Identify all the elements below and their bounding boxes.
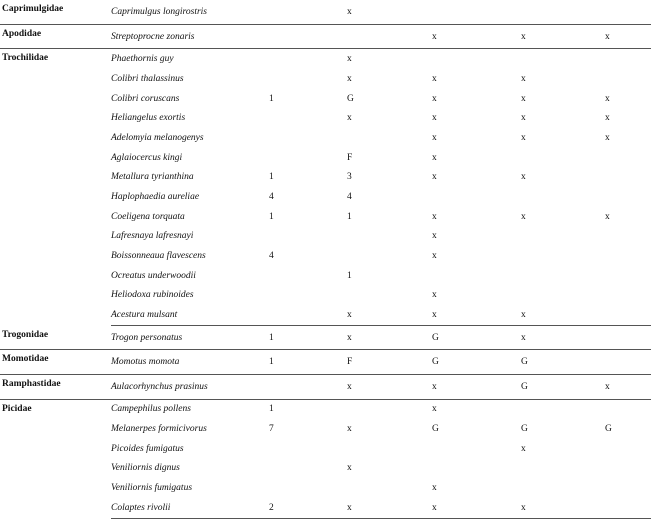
family-name: Apodidae: [0, 24, 111, 49]
table-row: [0, 350, 651, 375]
family-name: Trochilidae: [2, 53, 49, 64]
record-cell-5: [605, 286, 651, 306]
record-cell-4: G: [521, 350, 605, 375]
family-name: Ramphastidae: [0, 374, 111, 399]
record-cell-2: x: [347, 73, 352, 84]
record-cell-3: x: [431, 374, 521, 399]
record-cell-1: [268, 108, 345, 128]
record-cell-2: [345, 246, 431, 266]
record-cell-4: x: [521, 326, 605, 350]
record-cell-2: [345, 286, 431, 306]
record-cell-1: 1: [269, 404, 274, 415]
species-name: Picoides fumigatus: [111, 443, 184, 454]
record-cell-5: [605, 459, 651, 479]
species-name: Boissonneaua flavescens: [111, 251, 206, 262]
record-cell-3: [431, 266, 521, 286]
record-cell-1: 1: [269, 172, 274, 183]
record-cell-1: [268, 24, 345, 49]
record-cell-3: x: [431, 498, 521, 518]
species-name: Heliangelus exortis: [111, 113, 186, 124]
record-cell-4: x: [521, 93, 526, 104]
record-cell-3: x: [432, 404, 437, 415]
record-cell-2: x: [345, 0, 431, 24]
record-cell-4: [521, 0, 605, 24]
species-name: Heliodoxa rubinoides: [111, 290, 194, 301]
record-cell-2: x: [345, 326, 431, 350]
record-cell-4: [521, 266, 605, 286]
record-cell-3: x: [432, 113, 437, 124]
species-name: Phaethornis guy: [111, 54, 174, 65]
family-name: Caprimulgidae: [0, 0, 111, 24]
record-cell-2: 4: [347, 192, 352, 203]
record-cell-5: [605, 227, 651, 247]
record-cell-5: [605, 305, 651, 325]
record-cell-4: x: [521, 305, 605, 325]
record-cell-2: x: [345, 498, 431, 518]
record-cell-1: 4: [269, 192, 274, 203]
record-cell-2: x: [347, 424, 352, 435]
record-cell-1: [268, 266, 345, 286]
record-cell-1: [268, 148, 345, 168]
record-cell-1: 4: [269, 251, 274, 262]
family-name: Momotidae: [0, 350, 111, 375]
record-cell-4: x: [521, 73, 526, 84]
record-cell-1: 1: [269, 93, 274, 104]
record-cell-5: [605, 350, 651, 375]
record-cell-2: x: [347, 54, 352, 65]
record-cell-5: [605, 187, 651, 207]
table-row: [0, 399, 651, 419]
record-cell-4: [521, 246, 605, 266]
record-cell-3: x: [432, 231, 437, 242]
record-cell-2: x: [347, 463, 352, 474]
record-cell-5: x: [605, 374, 651, 399]
record-cell-5: x: [605, 211, 610, 222]
record-cell-3: x: [432, 483, 437, 494]
record-cell-2: F: [345, 350, 431, 375]
record-cell-5: [605, 49, 651, 69]
record-cell-2: F: [347, 152, 353, 163]
record-cell-2: [345, 439, 431, 459]
record-cell-2: [345, 24, 431, 49]
record-cell-2: [345, 478, 431, 498]
record-cell-1: 7: [269, 424, 274, 435]
record-cell-4: G: [521, 424, 528, 435]
species-name: Campephilus pollens: [111, 404, 191, 415]
record-cell-4: [521, 227, 605, 247]
record-cell-3: x: [431, 305, 521, 325]
record-cell-2: 1: [347, 211, 352, 222]
record-cell-2: x: [347, 113, 352, 124]
record-cell-5: x: [605, 93, 610, 104]
species-name: Acestura mulsant: [111, 305, 268, 325]
record-cell-4: [521, 399, 605, 419]
record-cell-4: [521, 49, 605, 69]
table-row: [0, 49, 651, 69]
species-name: Aglaiocercus kingi: [111, 152, 183, 163]
species-name: Caprimulgus longirostris: [111, 0, 268, 24]
record-cell-1: 1: [268, 350, 345, 375]
record-cell-4: x: [521, 132, 526, 143]
record-cell-1: 2: [268, 498, 345, 518]
species-name: Haplophaedia aureliae: [111, 192, 200, 203]
record-cell-5: x: [605, 113, 610, 124]
species-name: Coeligena torquata: [111, 211, 185, 222]
record-cell-1: [268, 0, 345, 24]
record-cell-4: x: [521, 211, 526, 222]
table-row: [0, 374, 651, 399]
species-name: Metallura tyrianthina: [111, 172, 194, 183]
record-cell-3: G: [431, 326, 521, 350]
species-name: Ocreatus underwoodii: [111, 270, 196, 281]
table-row: [0, 24, 651, 49]
species-name: Veniliornis dignus: [111, 463, 180, 474]
species-name: Melanerpes formicivorus: [111, 424, 207, 435]
record-cell-2: [345, 227, 431, 247]
record-cell-5: [605, 168, 651, 188]
record-cell-5: [605, 478, 651, 498]
table-row: [0, 326, 651, 350]
record-cell-3: [431, 49, 521, 69]
record-cell-5: x: [605, 24, 651, 49]
record-cell-4: [521, 478, 605, 498]
record-cell-1: [268, 286, 345, 306]
record-cell-2: x: [345, 374, 431, 399]
record-cell-4: G: [521, 374, 605, 399]
record-cell-3: x: [431, 24, 521, 49]
record-cell-4: x: [521, 498, 605, 518]
record-cell-4: x: [521, 113, 526, 124]
record-cell-1: 1: [268, 326, 345, 350]
record-cell-3: G: [431, 350, 521, 375]
species-name: Colibri coruscans: [111, 93, 180, 104]
record-cell-2: 1: [347, 270, 352, 281]
record-cell-3: x: [432, 152, 437, 163]
species-name: Colibri thalassinus: [111, 73, 184, 84]
record-cell-3: [431, 187, 521, 207]
record-cell-3: x: [432, 132, 437, 143]
record-cell-5: [605, 69, 651, 89]
record-cell-3: x: [432, 251, 437, 262]
species-name: Aulacorhynchus prasinus: [111, 374, 268, 399]
record-cell-3: x: [432, 211, 437, 222]
record-cell-3: [431, 439, 521, 459]
species-name: Streptoprocne zonaris: [111, 24, 268, 49]
record-cell-2: [345, 399, 431, 419]
species-name: Veniliornis fumigatus: [111, 483, 193, 494]
record-cell-1: [268, 49, 345, 69]
record-cell-5: [605, 246, 651, 266]
record-cell-3: x: [432, 172, 437, 183]
record-cell-3: G: [432, 424, 439, 435]
record-cell-1: [268, 128, 345, 148]
record-cell-4: [521, 148, 605, 168]
table-row: [0, 0, 651, 24]
species-name: Adelomyia melanogenys: [111, 132, 204, 143]
species-name: Lafresnaya lafresnayi: [111, 231, 194, 242]
record-cell-1: [268, 478, 345, 498]
record-cell-2: [345, 128, 431, 148]
record-cell-1: [268, 305, 345, 325]
record-cell-5: G: [605, 424, 612, 435]
record-cell-5: x: [605, 132, 610, 143]
record-cell-1: [268, 374, 345, 399]
record-cell-4: [521, 187, 605, 207]
record-cell-4: [521, 286, 605, 306]
record-cell-4: x: [521, 443, 526, 454]
family-name: Picidae: [2, 403, 32, 414]
record-cell-5: [605, 439, 651, 459]
species-name: Colaptes rivolii: [111, 498, 268, 518]
record-cell-1: [268, 459, 345, 479]
species-name: Trogon personatus: [111, 326, 268, 350]
record-cell-5: [605, 266, 651, 286]
species-name: Momotus momota: [111, 350, 268, 375]
record-cell-3: [431, 0, 521, 24]
record-cell-4: x: [521, 24, 605, 49]
record-cell-1: [268, 69, 345, 89]
record-cell-2: G: [347, 93, 354, 104]
record-cell-3: x: [432, 73, 437, 84]
record-cell-3: x: [432, 290, 437, 301]
record-cell-2: x: [345, 305, 431, 325]
record-cell-5: [605, 326, 651, 350]
family-name: Trogonidae: [0, 326, 111, 350]
record-cell-5: [605, 498, 651, 518]
record-cell-5: [605, 399, 651, 419]
record-cell-4: [521, 459, 605, 479]
record-cell-1: [268, 227, 345, 247]
record-cell-5: [605, 148, 651, 168]
record-cell-3: x: [432, 93, 437, 104]
record-cell-5: [605, 0, 651, 24]
record-cell-1: 1: [269, 211, 274, 222]
record-cell-3: [431, 459, 521, 479]
record-cell-2: 3: [347, 172, 352, 183]
record-cell-1: [268, 439, 345, 459]
record-cell-4: x: [521, 172, 526, 183]
